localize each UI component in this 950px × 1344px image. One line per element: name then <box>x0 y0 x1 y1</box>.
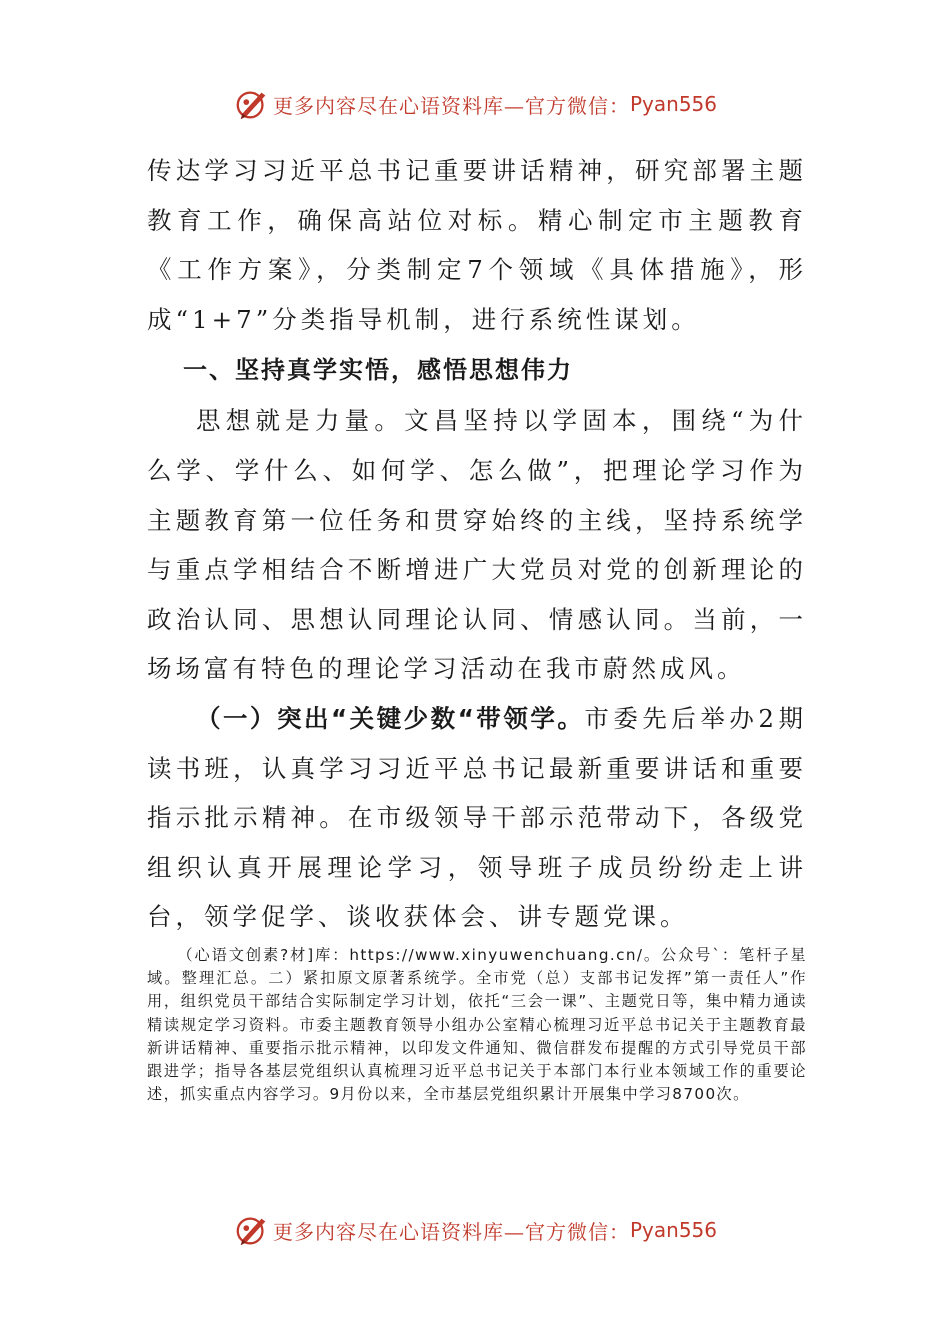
paragraph-intro: 传达学习习近平总书记重要讲话精神，研究部署主题教育工作，确保高站位对标。精心制定市主题教育《工作方案》，分类制定7个领域《具体措施》，形成“1+7”分类指导机制，进行系统性谋划。 <box>147 156 807 334</box>
watermark-wechat-id: Pyan556 <box>629 1218 717 1242</box>
footer-watermark <box>0 1208 950 1252</box>
watermark-text: 更多内容尽在心语资料库—官方微信： <box>272 1219 630 1244</box>
paragraph-section-intro: 思想就是力量。文昌坚持以学固本，围绕“为什么学、学什么、如何学、怎么做”，把理论学习作为主题教育第一位任务和贯穿始终的主线，坚持系统学与重点学相结合不断增进广大党员对党的创新理论的政治认同、思想认同理论认同、情感认同。当前，一场场富有特色的理论学习活动在我市蔚然成风。 <box>147 406 807 684</box>
subsection-lead: （一）突出“关键少数“带领学。 <box>196 703 585 733</box>
header-watermark <box>0 82 950 126</box>
pen-logo-icon <box>233 1211 271 1249</box>
subsection-text: 市委先后举办2期读书班，认真学习习近平总书记最新重要讲话和重要指示批示精神。在市级领导干部示范带动下，各级党组织认真开展理论学习，领导班子成员纷纷走上讲台，领学促学、谈收获体会、讲专题党课。 <box>147 703 807 932</box>
section-heading: 一、坚持真学实悟，感悟思想伟力 <box>183 356 573 385</box>
watermark-text: 更多内容尽在心语资料库—官方微信： <box>272 93 630 118</box>
paragraph-subsection-two: （心语文创素?材]库：https://www.xinyuwenchuang.cn/。公众号`：笔杆子星域。整理汇总。二）紧扣原文原著系统学。全市党（总）支部书记发挥”第一责任人”作用，组织党员干部结合实际制定学习计划，依托“三会一课”、主题党日等，集中精力通读精读规定学习资料。市委主题教育领导小组办公室精心梳理习近平总书记关于主题教育最新讲话精神、重要指示批示精神，以印发文件通知、微信群发布提醒的方式引导党员干部跟进学；指导各基层党组织认真梳理习近平总书记关于本部门本行业本领域工作的重要论述，抓实重点内容学习。9月份以来，全市基层党组织累计开展集中学习8700次。 <box>147 946 807 1104</box>
pen-logo-icon <box>233 85 271 123</box>
document-body <box>147 146 807 942</box>
paragraph-subsection-one <box>147 694 807 942</box>
watermark-wechat-id: Pyan556 <box>629 92 717 116</box>
